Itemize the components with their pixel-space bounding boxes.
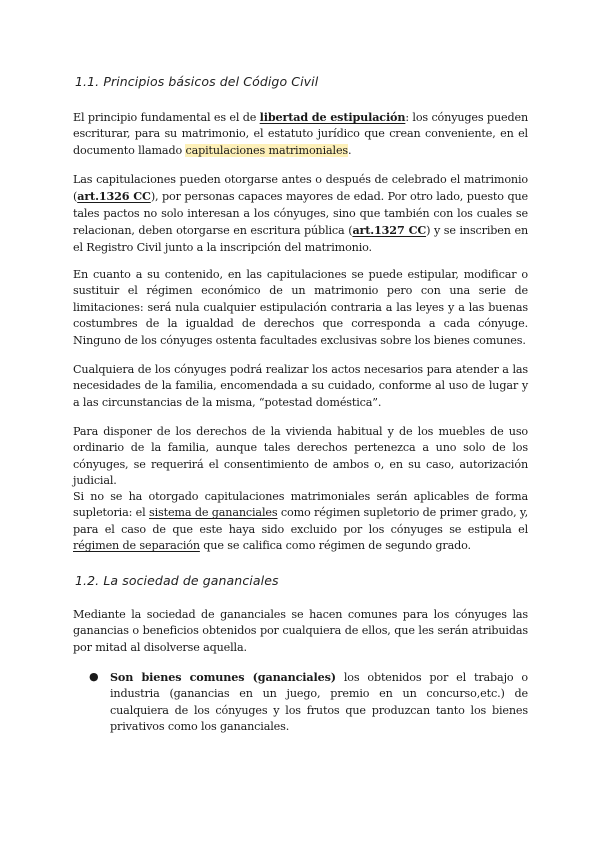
paragraph-contenido: En cuanto a su contenido, en las capitulaciones se puede estipular, modificar o sustituir el régimen económico de un matrimonio pero con una serie de limitaciones: será nula cualquier estipulación contraria a las leyes y a las buenas costumbres de la igualdad de derechos que corresponda a cada cónyuge. Ninguno de los cónyuges ostenta facultades exclusivas sobre los bienes comunes. <box>73 268 528 347</box>
text-segment: ), por personas capaces mayores de edad. Por otro lado, puesto que tales pactos no solo interesan a los cónyuges, sino que también con los cuales se relacionan, deben otorgarse en escritura pública ( <box>73 190 528 238</box>
paragraph-potestad-domestica: Cualquiera de los cónyuges podrá realizar los actos necesarios para atender a las necesidades de la familia, encomendada a su cuidado, conforme al uso de lugar y a las circunstancias de la misma, “potestad doméstica”. <box>73 363 528 409</box>
text-segment: El principio fundamental es el de <box>73 111 260 124</box>
bullet-icon: ● <box>89 670 99 683</box>
list-item-text: los obtenidos por el trabajo o industria (ganancias en un juego, premio en un concurso,etc.) de cualquiera de los cónyuges y los frutos que produzcan tanto los bienes privativos como los gananciales. <box>110 671 529 734</box>
list-item <box>73 669 528 736</box>
paragraph-vivienda-habitual: Para disponer de los derechos de la vivienda habitual y de los muebles de uso ordinario de la familia, aunque tales derechos pertenezca a uno solo de los cónyuges, se requerirá el consentimiento de ambos o, en su caso, autorización judicial. <box>73 425 528 488</box>
section-heading-1-2: 1.2. La sociedad de gananciales <box>75 573 279 588</box>
list-item-lead: Son bienes comunes (gananciales) <box>110 670 336 684</box>
paragraph-capitulaciones-otorgamiento <box>73 172 528 256</box>
term-sistema-gananciales: sistema de gananciales <box>149 506 278 520</box>
text-segment: . <box>348 143 352 157</box>
bullet-list <box>73 669 528 736</box>
text-segment: como régimen supletorio de primer grado, y, para el caso de que este haya sido excluido por los cónyuges se estipula el <box>73 506 529 536</box>
key-term-libertad-estipulacion: libertad de estipulación <box>259 110 406 124</box>
text-segment: Si no se ha otorgado capitulaciones matrimoniales serán aplicables de forma supletoria: el <box>73 490 528 520</box>
article-ref-1326: art.1326 CC <box>77 189 151 204</box>
text-segment: : los cónyuges pueden escriturar, para su matrimonio, el estatuto jurídico que crean conveniente, en el documento llamado <box>73 111 529 157</box>
article-ref-1327: art.1327 CC <box>352 223 427 238</box>
text-segment: que se califica como régimen de segundo grado. <box>199 539 471 553</box>
paragraph-regimen-supletorio <box>73 489 528 555</box>
paragraph-principio-fundamental <box>73 109 528 159</box>
highlighted-term-capitulaciones: capitulaciones matrimoniales <box>185 143 349 157</box>
section-heading-1-1: 1.1. Principios básicos del Código Civil <box>75 74 319 89</box>
paragraph-sociedad-gananciales: Mediante la sociedad de gananciales se hacen comunes para los cónyuges las ganancias o beneficios obtenidos por cualquiera de ellos, que les serán atribuidas por mitad al disolverse aquella. <box>73 608 528 654</box>
text-segment: ) y se inscriben en el Registro Civil junto a la inscripción del matrimonio. <box>73 224 528 254</box>
text-segment: Las capitulaciones pueden otorgarse antes o después de celebrado el matrimonio ( <box>73 173 528 204</box>
term-regimen-separacion: régimen de separación <box>73 539 200 553</box>
